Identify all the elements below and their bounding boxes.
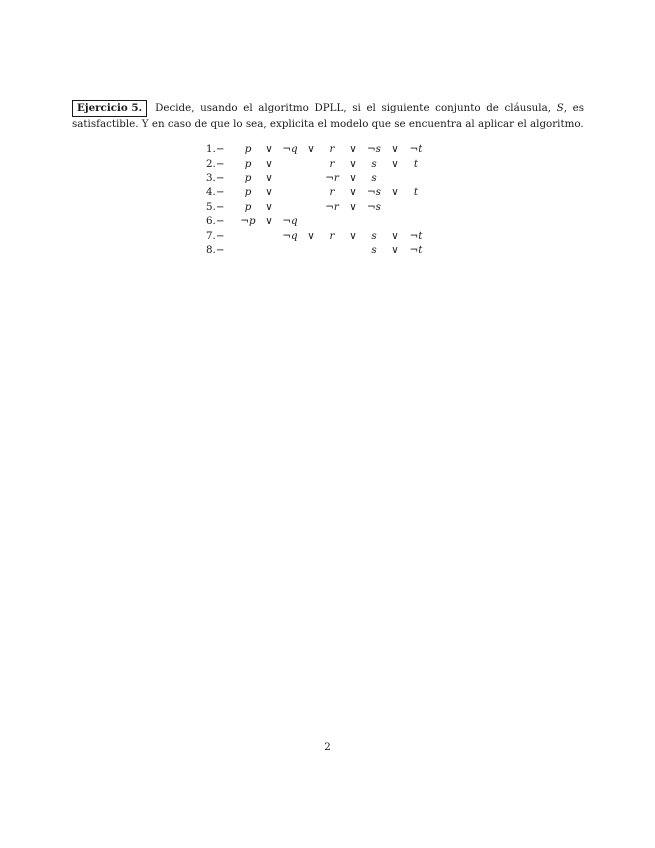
or-connective: ∨ — [349, 157, 357, 170]
literal — [404, 200, 428, 214]
exercise-text-before: Decide, usando el algoritmo DPLL, si el siguiente conjunto de cláusula, — [155, 102, 557, 114]
or-connective: ∨ — [349, 186, 357, 199]
exercise-statement — [72, 100, 584, 132]
literal: r — [329, 157, 335, 170]
or-connective — [302, 156, 320, 170]
literal: p — [244, 186, 252, 199]
literal: ¬r — [325, 171, 339, 184]
or-connective: ∨ — [391, 243, 399, 256]
or-connective — [302, 243, 320, 257]
literal: ¬t — [409, 229, 423, 242]
or-connective — [386, 214, 404, 228]
clause-number: 7.− — [206, 229, 225, 242]
clause-row — [206, 200, 428, 214]
literal: p — [244, 200, 252, 213]
or-connective: ∨ — [349, 229, 357, 242]
literal: s — [371, 171, 377, 184]
literal: s — [371, 229, 377, 242]
or-connective: ∨ — [265, 215, 273, 228]
literal: ¬q — [282, 215, 298, 228]
literal — [278, 243, 302, 257]
literal — [404, 171, 428, 185]
literal — [278, 200, 302, 214]
clause-number: 5.− — [206, 200, 225, 213]
or-connective — [302, 185, 320, 199]
or-connective: ∨ — [307, 143, 315, 156]
literal — [404, 214, 428, 228]
clause-table — [206, 142, 428, 257]
or-connective — [302, 200, 320, 214]
clause-number: 1.− — [206, 143, 225, 156]
literal: p — [244, 157, 252, 170]
literal — [320, 243, 344, 257]
or-connective: ∨ — [265, 171, 273, 184]
clause-number: 3.− — [206, 171, 225, 184]
literal: s — [371, 243, 377, 256]
literal: t — [413, 186, 419, 199]
or-connective: ∨ — [391, 186, 399, 199]
literal: r — [329, 143, 335, 156]
literal — [236, 228, 260, 242]
clause-row — [206, 214, 428, 228]
or-connective: ∨ — [349, 171, 357, 184]
or-connective: ∨ — [265, 157, 273, 170]
or-connective: ∨ — [307, 229, 315, 242]
clause-row — [206, 243, 428, 257]
literal: p — [244, 171, 252, 184]
literal — [236, 243, 260, 257]
or-connective: ∨ — [391, 229, 399, 242]
or-connective — [344, 243, 362, 257]
clause-number: 4.− — [206, 186, 225, 199]
clause-row — [206, 185, 428, 199]
literal: s — [371, 157, 377, 170]
or-connective: ∨ — [349, 200, 357, 213]
or-connective — [260, 228, 278, 242]
literal: ¬q — [282, 143, 298, 156]
literal: ¬r — [325, 200, 339, 213]
or-connective: ∨ — [391, 157, 399, 170]
literal: r — [329, 229, 335, 242]
literal: t — [413, 157, 419, 170]
literal: ¬s — [367, 200, 381, 213]
or-connective — [386, 171, 404, 185]
literal: p — [244, 143, 252, 156]
literal — [362, 214, 386, 228]
literal — [320, 214, 344, 228]
or-connective — [302, 214, 320, 228]
clause-number: 2.− — [206, 157, 225, 170]
or-connective — [302, 171, 320, 185]
literal — [278, 171, 302, 185]
or-connective — [260, 243, 278, 257]
literal — [278, 156, 302, 170]
clause-row — [206, 156, 428, 170]
literal: ¬p — [240, 215, 256, 228]
exercise-text-after: , es satisfactible. Y en caso de que lo sea, explicita el modelo que se encuentra al aplicar el algoritmo. — [72, 102, 584, 130]
clause-row — [206, 171, 428, 185]
or-connective: ∨ — [265, 143, 273, 156]
or-connective: ∨ — [265, 186, 273, 199]
clause-row — [206, 228, 428, 242]
literal: ¬q — [282, 229, 298, 242]
or-connective — [386, 200, 404, 214]
page-number: 2 — [324, 741, 331, 753]
exercise-label: Ejercicio 5. — [72, 100, 147, 117]
literal: r — [329, 186, 335, 199]
or-connective: ∨ — [265, 200, 273, 213]
literal: ¬t — [409, 243, 423, 256]
clause-number: 8.− — [206, 243, 225, 256]
set-symbol: S — [556, 102, 564, 114]
literal: ¬s — [367, 143, 381, 156]
or-connective: ∨ — [349, 143, 357, 156]
or-connective: ∨ — [391, 143, 399, 156]
clause-number: 6.− — [206, 215, 225, 228]
literal: ¬s — [367, 186, 381, 199]
literal: ¬t — [409, 143, 423, 156]
clause-row — [206, 142, 428, 156]
or-connective — [344, 214, 362, 228]
literal — [278, 185, 302, 199]
